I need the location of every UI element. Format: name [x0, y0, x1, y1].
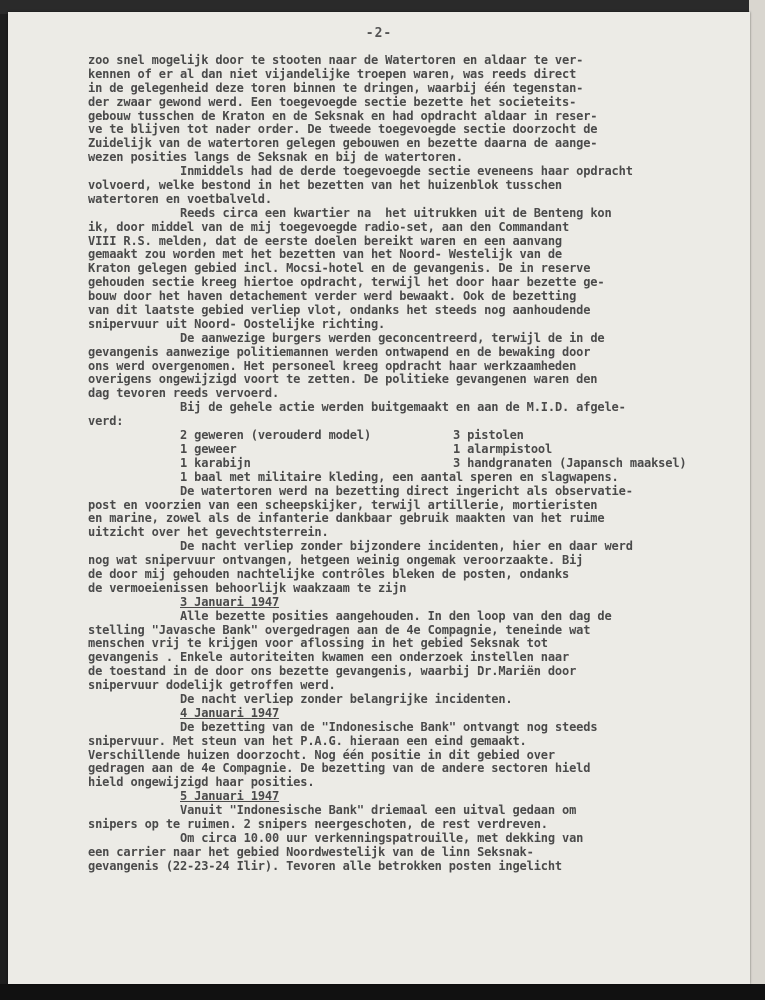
- text-line: gehouden sectie kreeg hiertoe opdracht, terwijl het door haar bezette ge-: [88, 275, 605, 290]
- text-line: Kraton gelegen gebied incl. Mocsi-hotel en de gevangenis. De in reserve: [88, 261, 591, 276]
- text-line: snipervuur. Met steun van het P.A.G. hieraan een eind gemaakt.: [88, 733, 527, 748]
- text-line: gevangenis aanwezige politiemannen werden ontwapend en de bewaking door: [88, 344, 591, 359]
- text-line: hield ongewijzigd haar posities.: [88, 775, 315, 790]
- text-line: uitzicht over het gevechtsterrein.: [88, 525, 329, 540]
- text-line: gevangenis . Enkele autoriteiten kwamen een onderzoek instellen naar: [88, 650, 570, 665]
- paragraph-start-line: De bezetting van de "Indonesische Bank" ontvangt nog steeds: [180, 719, 598, 734]
- scanner-backdrop-right: [749, 0, 765, 1000]
- inventory-item: 3 pistolen: [453, 428, 524, 443]
- paragraph-start-line: Inmiddels had de derde toegevoegde sectie eveneens haar opdracht: [180, 164, 633, 179]
- text-line: snipervuur uit Noord- Oostelijke richting.: [88, 316, 386, 331]
- inventory-item: 3 handgranaten (Japansch maaksel): [453, 455, 687, 470]
- paragraph-start-line: Vanuit "Indonesische Bank" driemaal een uitval gedaan om: [180, 803, 577, 818]
- date-heading: 5 Januari 1947: [180, 789, 280, 804]
- text-line: nog wat snipervuur ontvangen, hetgeen weinig ongemak veroorzaakte. Bij: [88, 553, 584, 568]
- text-line: bouw door het haven detachement verder werd bewaakt. Ook de bezetting: [88, 289, 577, 304]
- inventory-item: 1 geweer: [180, 441, 237, 456]
- text-line: overigens ongewijzigd voort te zetten. De politieke gevangenen waren den: [88, 372, 598, 387]
- text-line: verd:: [88, 414, 124, 429]
- paragraph-start-line: De watertoren werd na bezetting direct ingericht als observatie-: [180, 483, 633, 498]
- text-line: kennen of er al dan niet vijandelijke troepen waren, was reeds direct: [88, 66, 577, 81]
- text-line: de vermoeienissen behoorlijk waakzaam te zijn: [88, 580, 407, 595]
- paragraph-start-line: De nacht verliep zonder belangrijke incidenten.: [180, 691, 513, 706]
- paragraph-start-line: Om circa 10.00 uur verkenningspatrouille, met dekking van: [180, 830, 584, 845]
- text-line: Verschillende huizen doorzocht. Nog één positie in dit gebied over: [88, 747, 555, 762]
- text-line: ve te blijven tot nader order. De tweede toegevoegde sectie doorzocht de: [88, 122, 598, 137]
- typewritten-page: [8, 12, 750, 984]
- text-line: dag tevoren reeds vervoerd.: [88, 386, 280, 401]
- text-line: de door mij gehouden nachtelijke contrôles bleken de posten, ondanks: [88, 566, 570, 581]
- inventory-row: [88, 429, 748, 443]
- text-line: gedragen aan de 4e Compagnie. De bezetting van de andere sectoren hield: [88, 761, 591, 776]
- text-line: gemaakt zou worden met het bezetten van het Noord- Westelijk van de: [88, 247, 562, 262]
- paragraph-start-line: Alle bezette posities aangehouden. In den loop van den dag de: [180, 608, 612, 623]
- text-line: volvoerd, welke bestond in het bezetten van het huizenblok tusschen: [88, 178, 562, 193]
- text-line: der zwaar gewond werd. Een toegevoegde sectie bezette het societeits-: [88, 94, 577, 109]
- text-line: ik, door middel van de mij toegevoegde radio-set, aan den Commandant: [88, 219, 570, 234]
- inventory-item: 1 karabijn: [180, 455, 251, 470]
- paragraph-start-line: Reeds circa een kwartier na het uitrukken uit de Benteng kon: [180, 205, 612, 220]
- document-body: [88, 54, 748, 874]
- page-number: -2-: [365, 26, 393, 41]
- date-heading: 4 Januari 1947: [180, 705, 280, 720]
- text-line: snipervuur dodelijk getroffen werd.: [88, 678, 336, 693]
- text-line: in de gelegenheid deze toren binnen te dringen, waarbij één tegenstan-: [88, 80, 584, 95]
- inventory-row: [88, 457, 748, 471]
- text-line: de toestand in de door ons bezette gevangenis, waarbij Dr.Mariën door: [88, 664, 577, 679]
- text-line: en marine, zowel als de infanterie dankbaar gebruik maakten van het ruime: [88, 511, 605, 526]
- inventory-row: [88, 443, 748, 457]
- paragraph-start-line: De nacht verliep zonder bijzondere incidenten, hier en daar werd: [180, 539, 633, 554]
- text-line: VIII R.S. melden, dat de eerste doelen bereikt waren en een aanvang: [88, 233, 562, 248]
- paragraph-start-line: De aanwezige burgers werden geconcentreerd, terwijl de in de: [180, 330, 605, 345]
- text-line: ons werd overgenomen. Het personeel kreeg opdracht haar werkzaamheden: [88, 358, 577, 373]
- inventory-item: 1 baal met militaire kleding, een aantal speren en slagwapens.: [180, 469, 619, 484]
- text-line: gebouw tusschen de Kraton en de Seksnak en had opdracht aldaar in reser-: [88, 108, 598, 123]
- inventory-item: 1 alarmpistool: [453, 441, 553, 456]
- text-line: zoo snel mogelijk door te stooten naar de Watertoren en aldaar te ver-: [88, 53, 584, 67]
- text-line: Zuidelijk van de watertoren gelegen gebouwen en bezette daarna de aange-: [88, 136, 598, 151]
- paragraph-start-line: Bij de gehele actie werden buitgemaakt en aan de M.I.D. afgele-: [180, 400, 626, 415]
- text-line: van dit laatste gebied verliep vlot, ondanks het steeds nog aanhoudende: [88, 303, 591, 318]
- inventory-item: 2 geweren (verouderd model): [180, 428, 372, 443]
- date-heading: 3 Januari 1947: [180, 594, 280, 609]
- text-line: gevangenis (22-23-24 Ilir). Tevoren alle betrokken posten ingelicht: [88, 858, 562, 873]
- text-line: wezen posities langs de Seksnak en bij de watertoren.: [88, 150, 463, 165]
- text-line: menschen vrij te krijgen voor aflossing in het gebied Seksnak tot: [88, 636, 548, 651]
- text-line: snipers op te ruimen. 2 snipers neergeschoten, de rest verdreven.: [88, 816, 548, 831]
- text-line: stelling "Javasche Bank" overgedragen aan de 4e Compagnie, teneinde wat: [88, 622, 591, 637]
- text-line: post en voorzien van een scheepskijker, terwijl artillerie, mortieristen: [88, 497, 598, 512]
- text-line: watertoren en voetbalveld.: [88, 191, 272, 206]
- scanner-backdrop-bottom: [0, 984, 765, 1000]
- text-line: een carrier naar het gebied Noordwestelijk van de linn Seksnak-: [88, 844, 534, 859]
- inventory-row: [88, 471, 748, 485]
